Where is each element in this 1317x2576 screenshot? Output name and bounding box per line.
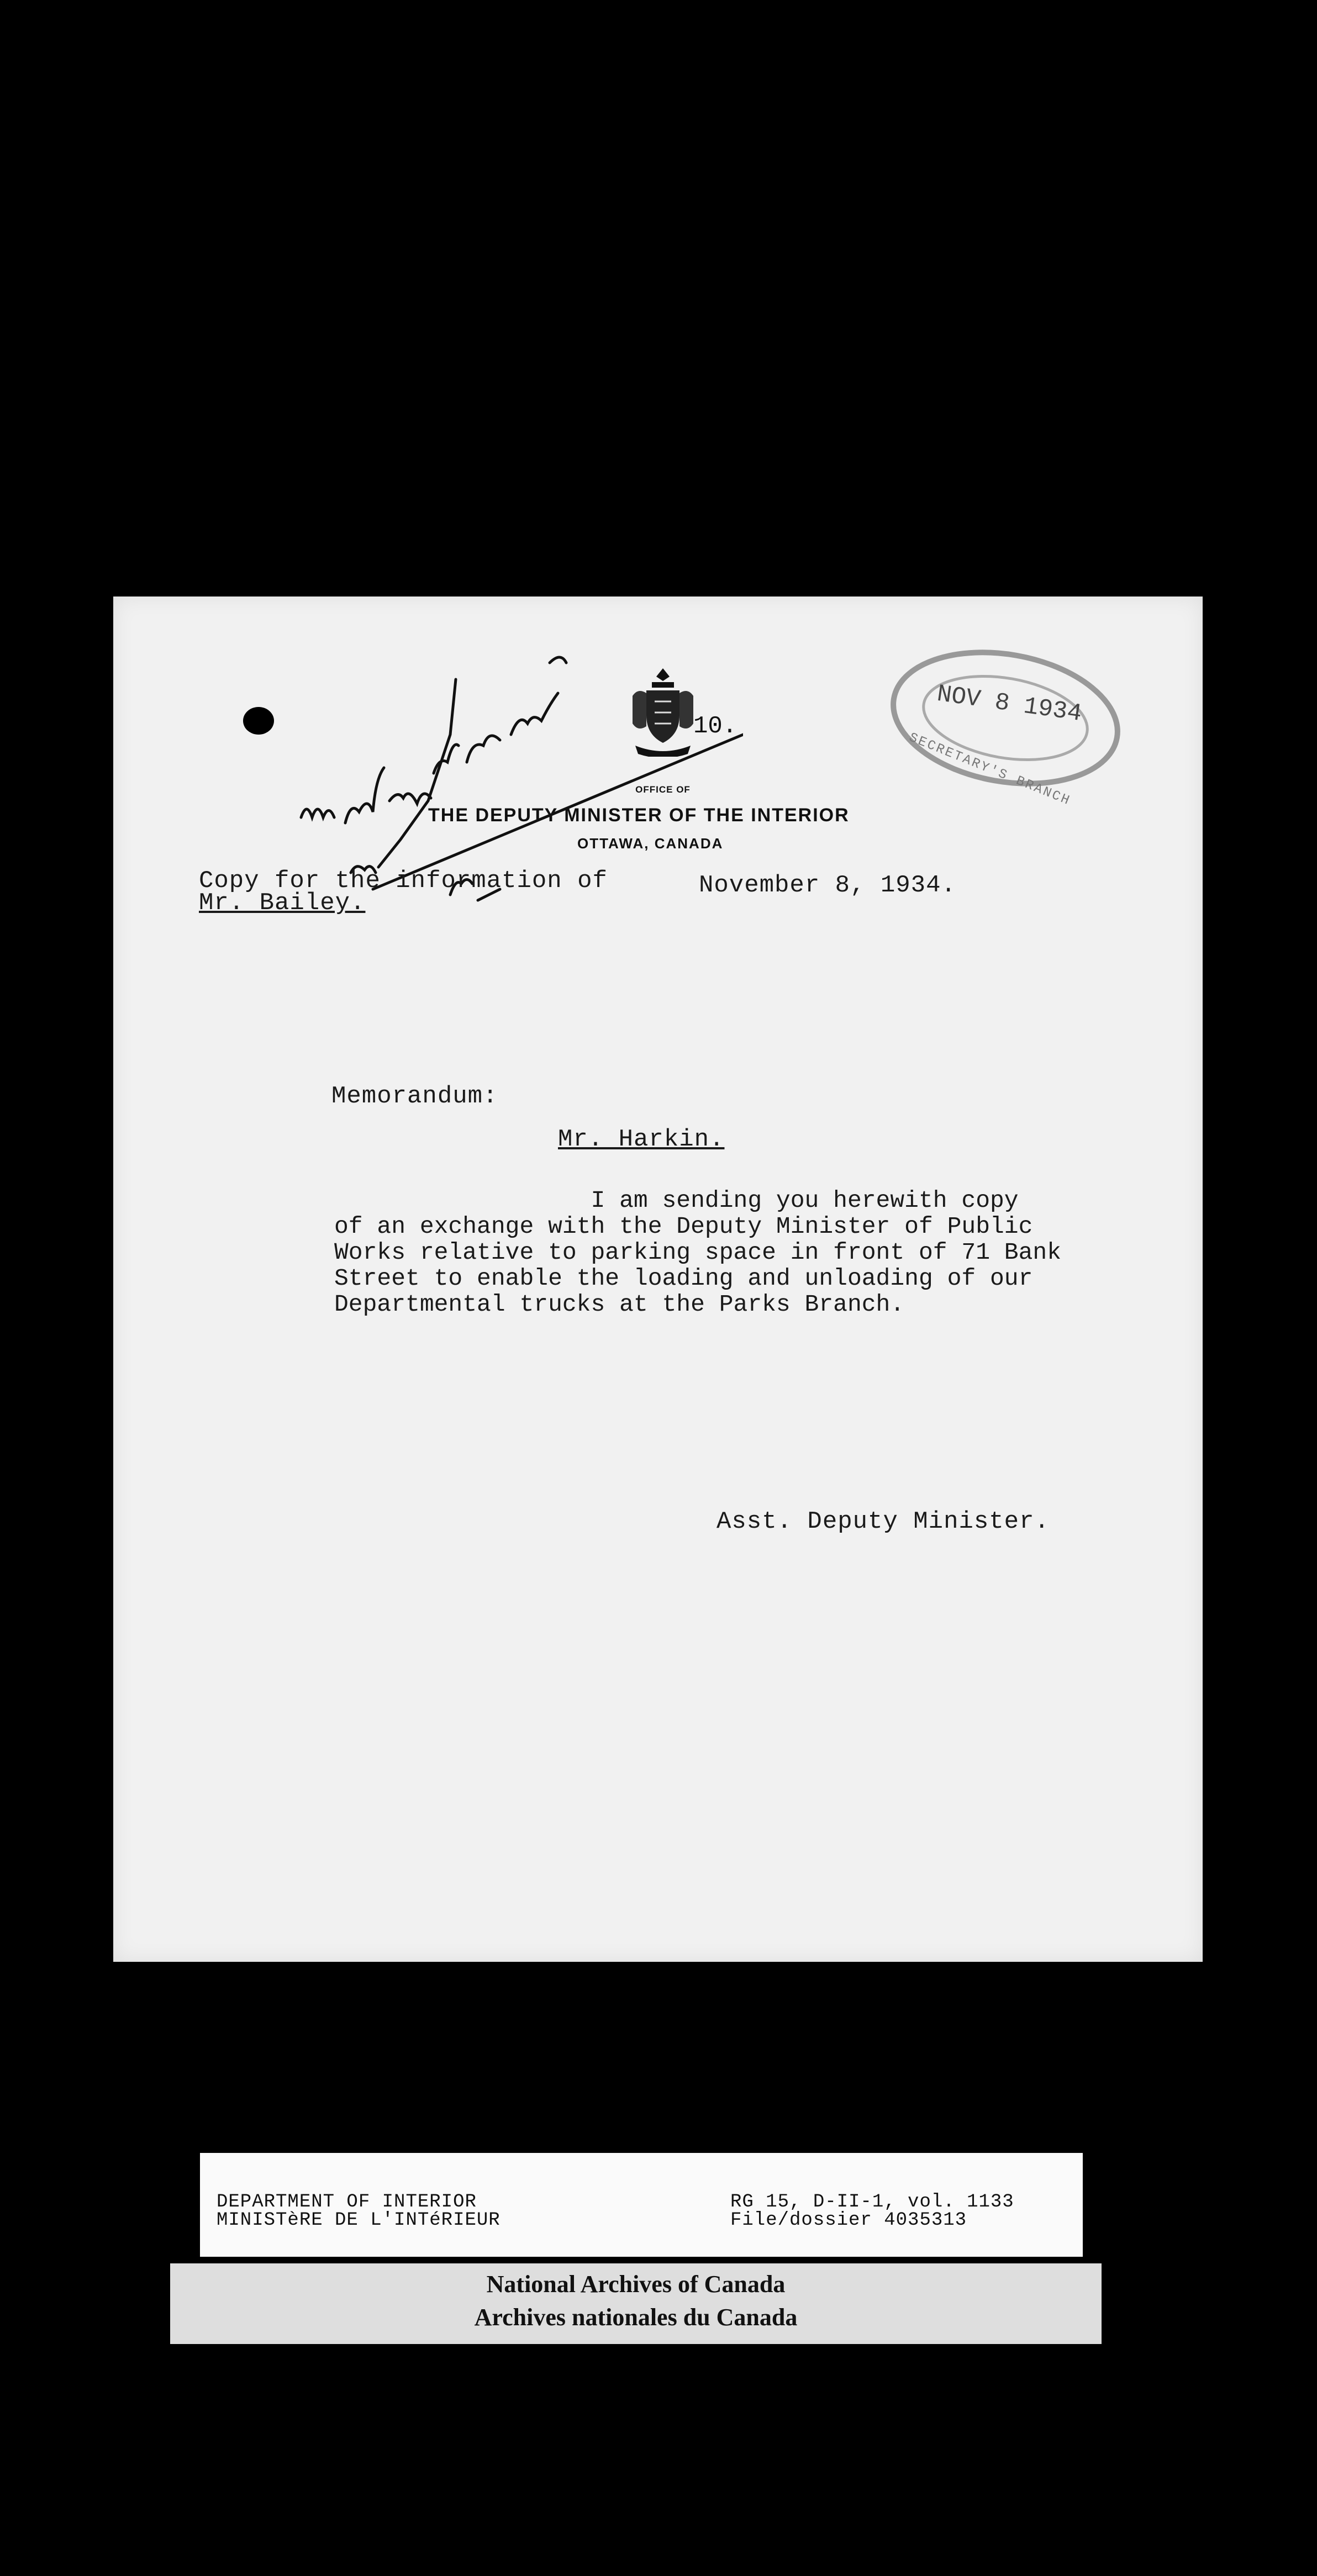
archive-label: [200, 2153, 1083, 2257]
department-fr: MINISTèRE DE L'INTéRIEUR: [217, 2210, 501, 2231]
record-reference: RG 15, D-II-1, vol. 1133: [730, 2192, 1014, 2213]
signature: Asst. Deputy Minister.: [717, 1508, 1050, 1535]
archives-name-fr: Archives nationales du Canada: [474, 2304, 798, 2331]
memo-body: I am sending you herewith copy of an exchange with the Deputy Minister of Public Works relative to parking space in front of 71 Bank Street to enable the loading and unloading of our Departmental trucks at the Parks Branch.: [334, 1187, 1062, 1318]
archives-banner: [170, 2263, 1102, 2344]
document-page: [113, 597, 1203, 1962]
page-number: 10.: [693, 712, 737, 740]
department-en: DEPARTMENT OF INTERIOR: [217, 2192, 477, 2213]
memo-label: Memorandum:: [331, 1083, 498, 1110]
stamp-date: NOV 8 1934: [935, 680, 1084, 729]
archives-name-en: National Archives of Canada: [486, 2271, 786, 2298]
ink-blot: [243, 707, 274, 735]
copy-note-line2: Mr. Bailey.: [199, 889, 366, 917]
letterhead-office-of: OFFICE OF: [635, 784, 691, 795]
letterhead-title: THE DEPUTY MINISTER OF THE INTERIOR: [428, 805, 850, 826]
document-date: November 8, 1934.: [699, 872, 956, 899]
letterhead-location: OTTAWA, CANADA: [577, 835, 724, 852]
copy-note-line1: Copy for the information of: [199, 867, 608, 895]
stamp-branch: SECRETARY'S BRANCH: [907, 730, 1073, 809]
coat-of-arms-icon: [627, 663, 699, 757]
addressee: Mr. Harkin.: [558, 1126, 725, 1153]
file-number: File/dossier 4035313: [730, 2210, 967, 2231]
